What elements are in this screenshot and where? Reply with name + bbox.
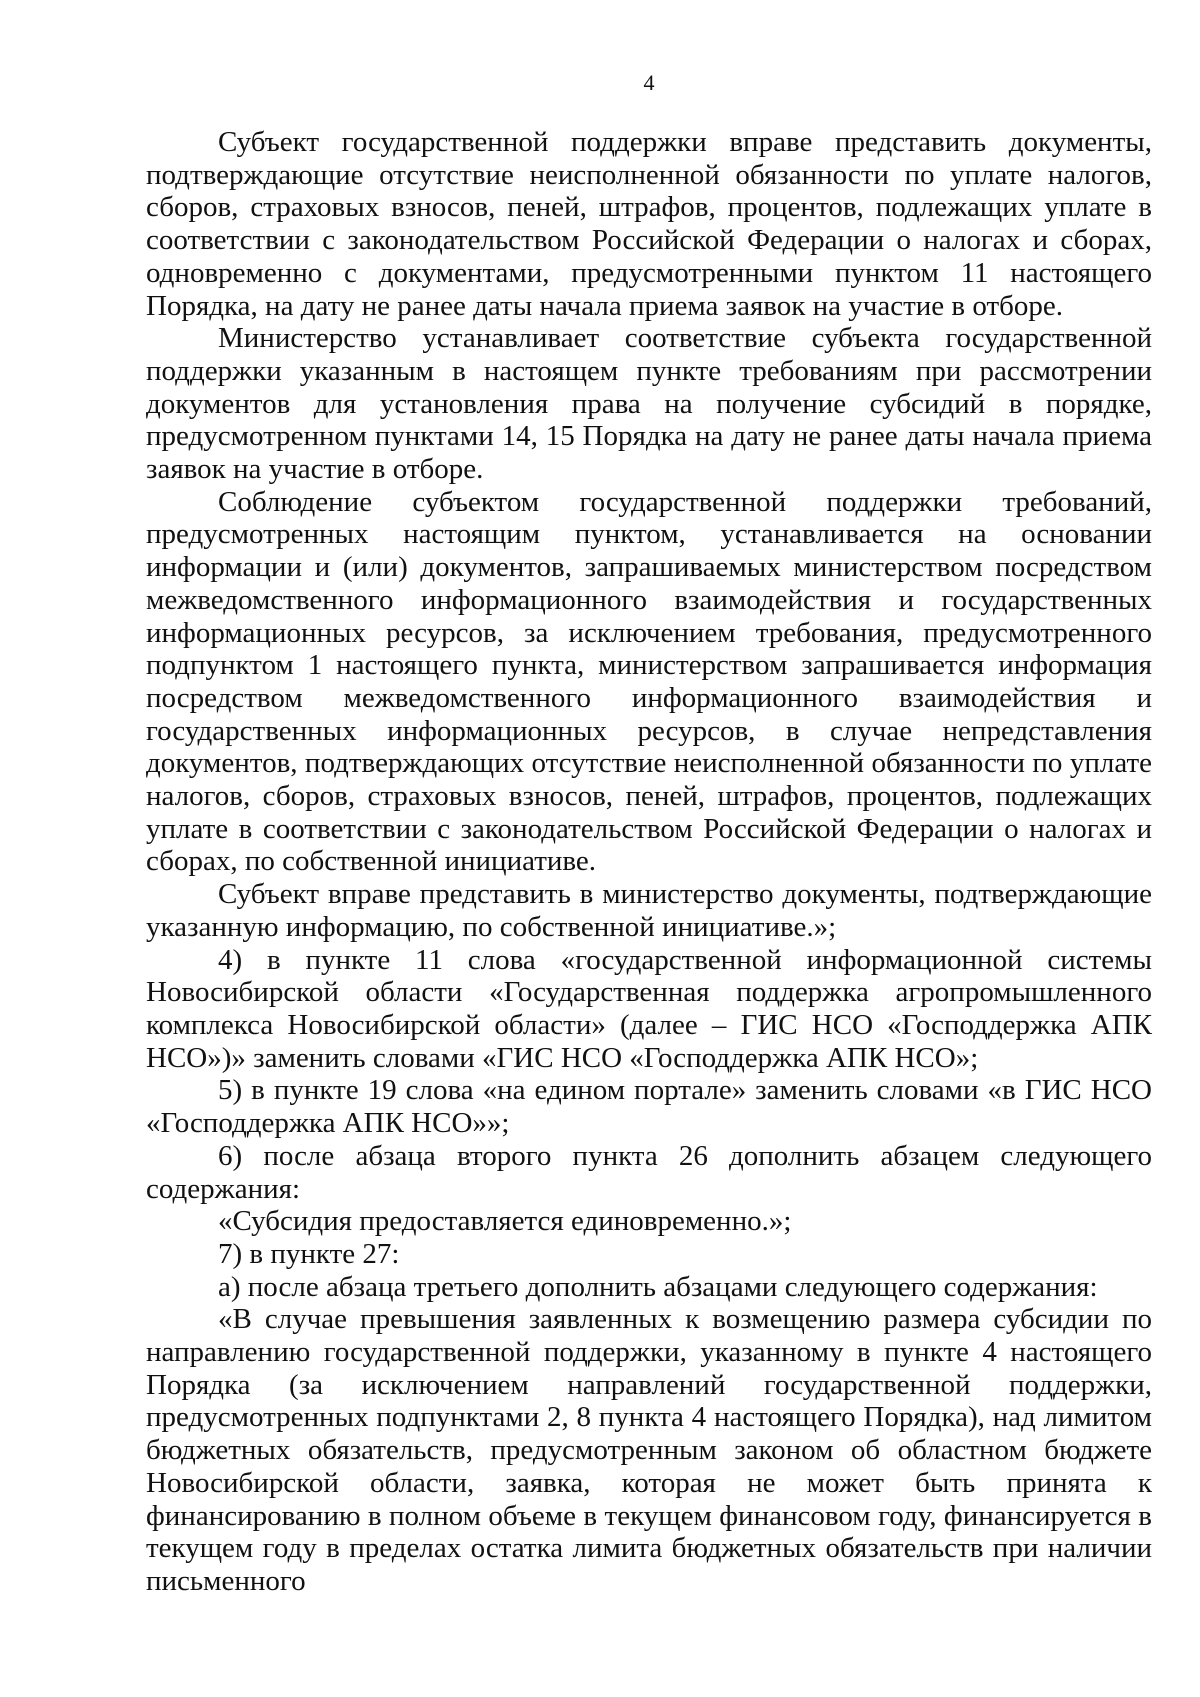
paragraph-item-7a: а) после абзаца третьего дополнить абзацами следующего содержания:: [218, 1270, 1098, 1303]
paragraph-item-7: 7) в пункте 27:: [218, 1237, 400, 1270]
paragraph-requirements-verification: Соблюдение субъектом государственной поддержки требований, предусмотренных настоящим пунктом, устанавливается на основании информации и (или) документов, запрашиваемых министерством посредством межведомственного информационного взаимодействия и государственных информационных ресурсов, за исключением требования, предусмотренного подпунктом 1 настоящего пункта, министерством запрашивается информация посредством межведомственного информационного взаимодействия и государственных информационных ресурсов, в случае непредставления документов, подтверждающих отсутствие неисполненной обязанности по уплате налогов, сборов, страховых взносов, пеней, штрафов, процентов, подлежащих уплате в соответствии с законодательством Российской Федерации о налогах и сборах, по собственной инициативе.: [146, 485, 1152, 878]
document-page: [146, 70, 1152, 1598]
paragraph-limit-exceeded: «В случае превышения заявленных к возмещению размера субсидии по направлению государственной поддержки, указанному в пункте 4 настоящего Порядка (за исключением направлений государственной поддержки, предусмотренных подпунктами 2, 8 пункта 4 настоящего Порядка), над лимитом бюджетных обязательств, предусмотренным законом об областном бюджете Новосибирской области, заявка, которая не может быть принята к финансированию в полном объеме в текущем финансовом году, финансируется в текущем году в пределах остатка лимита бюджетных обязательств при наличии письменного: [146, 1303, 1152, 1597]
paragraph-subsidy-once: «Субсидия предоставляется единовременно.»;: [218, 1205, 792, 1238]
paragraph-subject-right: Субъект вправе представить в министерство документы, подтверждающие указанную информацию, по собственной инициативе.»;: [146, 878, 1152, 943]
paragraph-item-6: 6) после абзаца второго пункта 26 дополнить абзацем следующего содержания:: [146, 1139, 1152, 1205]
paragraph-tax-documents: Субъект государственной поддержки вправе представить документы, подтверждающие отсутствие неисполненной обязанности по уплате налогов, сборов, страховых взносов, пеней, штрафов, процентов, подлежащих уплате в соответствии с законодательством Российской Федерации о налогах и сборах, одновременно с документами, предусмотренными пунктом 11 настоящего Порядка, на дату не ранее даты начала приема заявок на участие в отборе.: [146, 126, 1152, 322]
paragraph-item-4: 4) в пункте 11 слова «государственной информационной системы Новосибирской области «Государственная поддержка агропромышленного комплекса Новосибирской области» (далее – ГИС НСО «Господдержка АПК НСО»)» заменить словами «ГИС НСО «Господдержка АПК НСО»;: [146, 943, 1152, 1074]
paragraph-item-5: 5) в пункте 19 слова «на едином портале» заменить словами «в ГИС НСО «Господдержка АПК НСО»»;: [146, 1074, 1152, 1140]
page-number: 4: [643, 70, 655, 95]
paragraph-ministry-compliance: Министерство устанавливает соответствие субъекта государственной поддержки указанным в настоящем пункте требованиям при рассмотрении документов для установления права на получение субсидий в порядке, предусмотренном пунктами 14, 15 Порядка на дату не ранее даты начала приема заявок на участие в отборе.: [146, 322, 1152, 486]
